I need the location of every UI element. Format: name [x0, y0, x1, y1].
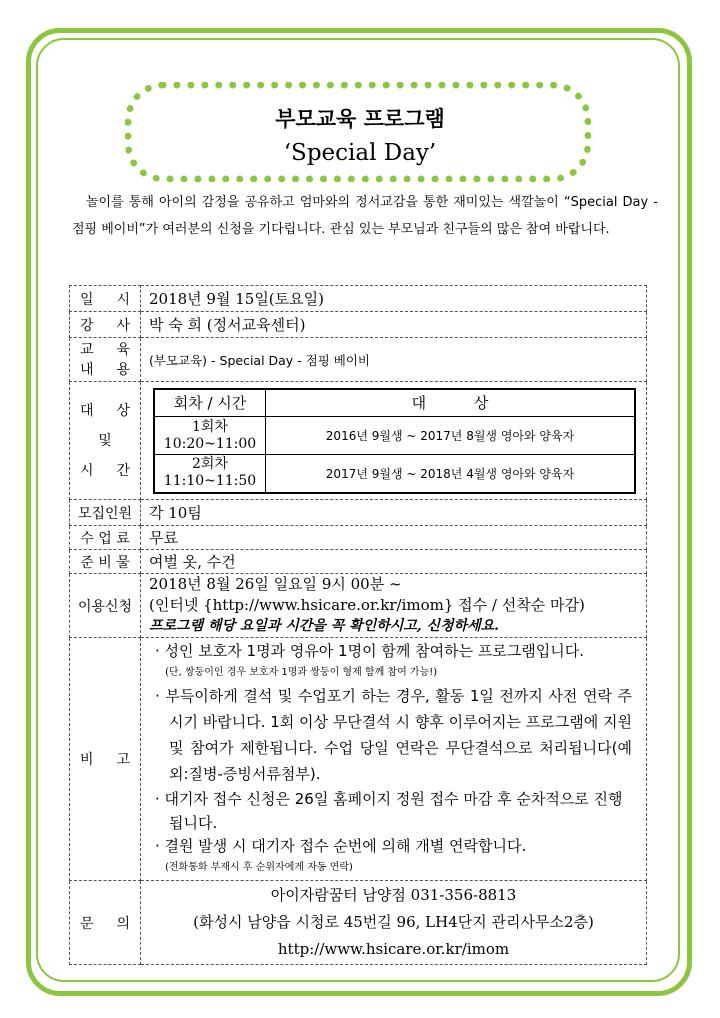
inquiry-line2: (화성시 남양읍 시청로 45번길 96, LH4단지 관리사무소2층)	[193, 913, 594, 931]
row-target	[70, 382, 647, 500]
apply-line2: (인터넷 {http://www.hsicare.or.kr/imom} 접수 / 선착순 마감)	[149, 596, 585, 614]
page-subtitle: ‘Special Day’	[283, 140, 437, 166]
label-instructor-a: 강	[80, 317, 94, 334]
session-header-row	[154, 389, 635, 417]
note-item: · 성인 보호자 1명과 영유아 1명이 함께 참여하는 프로그램입니다.	[155, 642, 585, 660]
label-date-b: 시	[116, 291, 130, 308]
note-subitem: (단, 쌍둥이인 경우 보호자 1명과 쌍둥이 형제 함께 참여 가능!)	[165, 667, 438, 678]
row-notes	[70, 638, 647, 881]
label-notes-b: 고	[116, 752, 130, 768]
value-supplies: 여벌 옷, 수건	[141, 550, 647, 574]
value-fee: 무료	[141, 526, 647, 550]
label-target-3b: 간	[116, 462, 130, 479]
value-recruit: 각 10팀	[141, 500, 647, 526]
value-instructor: 박 숙 희 (정서교육센터)	[141, 312, 647, 338]
label-recruit: 모집인원	[70, 500, 141, 526]
session-row	[154, 417, 635, 455]
session-round: 2회차	[192, 456, 228, 473]
label-apply: 이용신청	[70, 574, 141, 638]
label-target-3a: 시	[80, 462, 94, 479]
label-content-1b: 육	[116, 341, 130, 358]
label-content-1a: 교	[80, 341, 94, 358]
session-target: 2016년 9월생 ~ 2017년 8월생 영아와 양육자	[266, 417, 636, 455]
label-target-2: 및	[98, 432, 112, 449]
note-subitem: (전화통화 부재시 후 순위자에게 자동 연락)	[165, 862, 353, 873]
label-instructor-b: 사	[116, 317, 130, 334]
session-row	[154, 455, 635, 493]
session-table	[153, 388, 636, 494]
session-time: 11:10~11:50	[163, 473, 257, 490]
label-content-2b: 용	[116, 361, 130, 378]
row-date	[70, 286, 647, 312]
intro-paragraph: 놀이를 통해 아이의 감정을 공유하고 엄마와의 정서교감을 통한 재미있는 색깔놀이 “Special Day - 점핑 베이비”가 여러분의 신청을 기다립니다. 관심 있는 부모님과 친구들의 많은 참여 바랍니다.	[72, 195, 658, 237]
note-item: · 부득이하게 결석 및 수업포기 하는 경우, 활동 1일 전까지 사전 연락 주시기 바랍니다. 1회 이상 무단결석 시 향후 이루어지는 프로그램에 지원 및 참여가 제한됩니다. 수업 당일 연락은 무단결석으로 처리됩니다(예외:질병-증빙서류첨부).	[155, 687, 632, 783]
row-fee	[70, 526, 647, 550]
label-supplies: 준 비 물	[70, 550, 141, 574]
note-item: · 결원 발생 시 대기자 접수 순번에 의해 개별 연락합니다.	[155, 837, 527, 855]
session-round: 1회차	[192, 418, 228, 435]
page-title: 부모교육 프로그램	[275, 107, 445, 131]
session-time: 10:20~11:00	[163, 435, 257, 452]
apply-notice: 프로그램 해당 요일과 시간을 꼭 확인하시고, 신청하세요.	[149, 618, 500, 634]
row-instructor	[70, 312, 647, 338]
info-table	[69, 285, 647, 965]
apply-line1: 2018년 8월 26일 일요일 9시 00분 ~	[149, 575, 402, 593]
row-content	[70, 338, 647, 382]
inquiry-line1: 아이자람꿈터 남양점 031-356-8813	[270, 886, 517, 904]
note-item: · 대기자 접수 신청은 26일 홈페이지 정원 접수 마감 후 순차적으로 진행됩니다.	[155, 790, 623, 832]
value-content: (부모교육) - Special Day - 점핑 베이비	[141, 338, 647, 382]
label-content-2a: 내	[80, 361, 94, 378]
row-recruit	[70, 500, 647, 526]
label-target-1a: 대	[80, 402, 94, 419]
label-notes-a: 비	[80, 752, 94, 768]
inquiry-url[interactable]: http://www.hsicare.or.kr/imom	[277, 940, 510, 958]
row-supplies	[70, 550, 647, 574]
value-date: 2018년 9월 15일(토요일)	[141, 286, 647, 312]
session-target: 2017년 9월생 ~ 2018년 4월생 영아와 양육자	[266, 455, 636, 493]
row-inquiry	[70, 881, 647, 965]
session-header-target: 대 상	[266, 389, 636, 417]
label-target-1b: 상	[116, 402, 130, 419]
label-fee: 수 업 료	[70, 526, 141, 550]
label-inquiry-a: 문	[80, 915, 94, 932]
label-date-a: 일	[80, 291, 94, 308]
session-header-time: 회차 / 시간	[154, 389, 266, 417]
row-apply	[70, 574, 647, 638]
label-inquiry-b: 의	[116, 915, 130, 932]
